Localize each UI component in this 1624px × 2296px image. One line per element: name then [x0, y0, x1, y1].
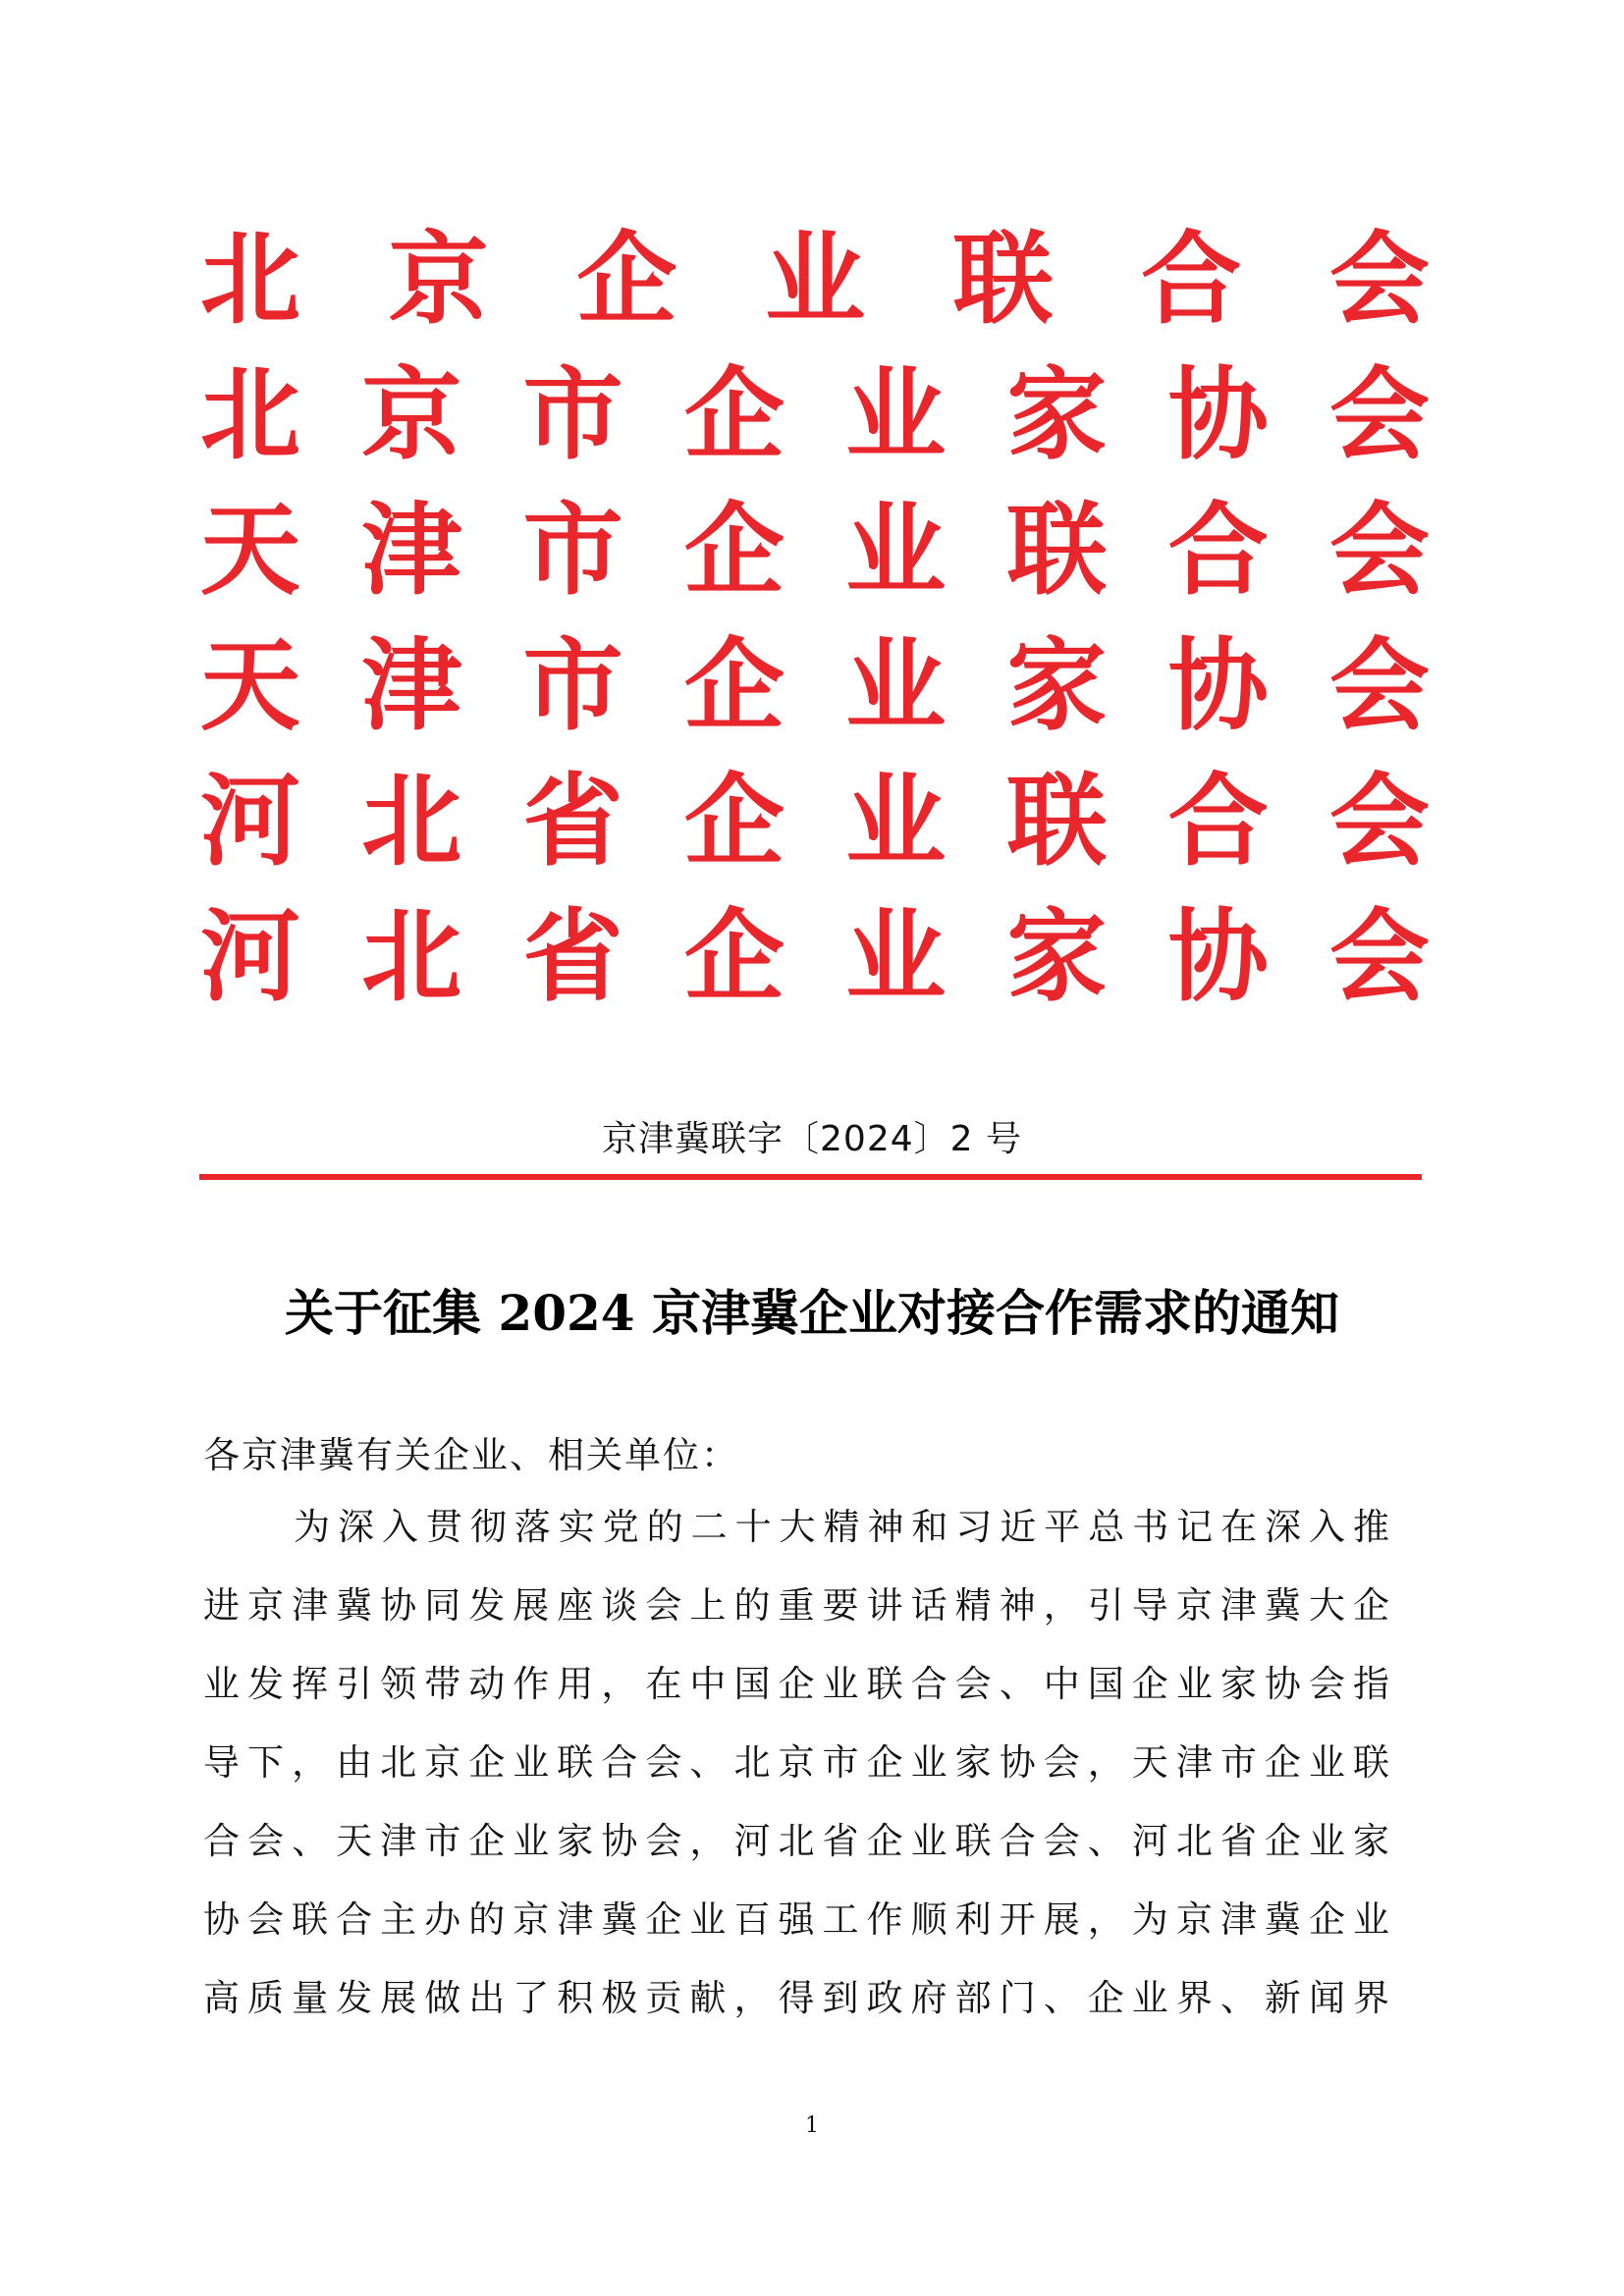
org-char: 津 — [361, 492, 462, 610]
org-char: 业 — [845, 898, 947, 1016]
org-char: 联 — [952, 221, 1054, 339]
body-line: 进京津冀协同发展座谈会上的重要讲话精神，引导京津冀大企 — [203, 1584, 1389, 1627]
page-number: 1 — [805, 2113, 819, 2138]
body-line: 高质量发展做出了积极贡献，得到政府部门、企业界、新闻界 — [203, 1977, 1389, 2019]
org-char: 联 — [1006, 492, 1108, 610]
body-paragraph — [203, 1501, 1389, 2051]
org-char: 企 — [576, 221, 677, 339]
body-line: 导下，由北京企业联合会、北京市企业家协会，天津市企业联 — [203, 1741, 1389, 1784]
body-line: 为深入贯彻落实党的二十大精神和习近平总书记在深入推 — [294, 1506, 1389, 1548]
org-char: 业 — [845, 627, 947, 745]
org-char: 市 — [522, 356, 623, 474]
org-char: 企 — [683, 898, 785, 1016]
org-char: 联 — [1006, 763, 1108, 881]
org-char: 会 — [1328, 627, 1430, 745]
org-char: 协 — [1167, 356, 1269, 474]
issuing-organizations-letterhead — [196, 212, 1434, 1025]
org-row-2 — [196, 347, 1434, 483]
org-char: 会 — [1328, 763, 1430, 881]
document-title: 关于征集 2024 京津冀企业对接合作需求的通知 — [285, 1284, 1339, 1342]
org-char: 会 — [1328, 356, 1430, 474]
org-char: 企 — [683, 356, 785, 474]
org-char: 企 — [683, 763, 785, 881]
org-row-4 — [196, 618, 1434, 754]
document-number: 京津冀联字〔2024〕2 号 — [602, 1119, 1022, 1159]
org-char: 市 — [522, 492, 623, 610]
org-char: 北 — [361, 763, 462, 881]
org-char: 市 — [522, 627, 623, 745]
body-line: 协会联合主办的京津冀企业百强工作顺利开展，为京津冀企业 — [203, 1898, 1389, 1941]
org-char: 合 — [1167, 492, 1269, 610]
org-char: 企 — [683, 492, 785, 610]
org-char: 合 — [1141, 221, 1242, 339]
org-char: 省 — [522, 898, 623, 1016]
org-char: 河 — [200, 898, 300, 1016]
org-char: 北 — [200, 221, 300, 339]
org-char: 家 — [1006, 898, 1108, 1016]
org-char: 津 — [361, 627, 462, 745]
org-char: 业 — [764, 221, 865, 339]
org-char: 京 — [361, 356, 462, 474]
org-char: 企 — [683, 627, 785, 745]
org-char: 家 — [1006, 356, 1108, 474]
org-char: 协 — [1167, 627, 1269, 745]
org-char: 协 — [1167, 898, 1269, 1016]
org-char: 河 — [200, 763, 300, 881]
org-char: 合 — [1167, 763, 1269, 881]
org-char: 业 — [845, 492, 947, 610]
org-row-6 — [196, 889, 1434, 1025]
org-char: 会 — [1328, 898, 1430, 1016]
org-row-5 — [196, 754, 1434, 889]
org-row-3 — [196, 483, 1434, 618]
org-char: 业 — [845, 763, 947, 881]
org-char: 业 — [845, 356, 947, 474]
org-char: 省 — [522, 763, 623, 881]
org-row-1 — [196, 212, 1434, 347]
salutation: 各京津冀有关企业、相关单位： — [203, 1434, 739, 1476]
org-char: 天 — [200, 627, 300, 745]
org-char: 会 — [1328, 221, 1430, 339]
org-char: 天 — [200, 492, 300, 610]
body-line: 业发挥引领带动作用，在中国企业联合会、中国企业家协会指 — [203, 1663, 1389, 1705]
org-char: 京 — [388, 221, 489, 339]
org-char: 家 — [1006, 627, 1108, 745]
org-char: 北 — [361, 898, 462, 1016]
red-divider-rule — [199, 1174, 1422, 1180]
org-char: 北 — [200, 356, 300, 474]
body-line: 合会、天津市企业家协会，河北省企业联合会、河北省企业家 — [203, 1820, 1389, 1862]
org-char: 会 — [1328, 492, 1430, 610]
